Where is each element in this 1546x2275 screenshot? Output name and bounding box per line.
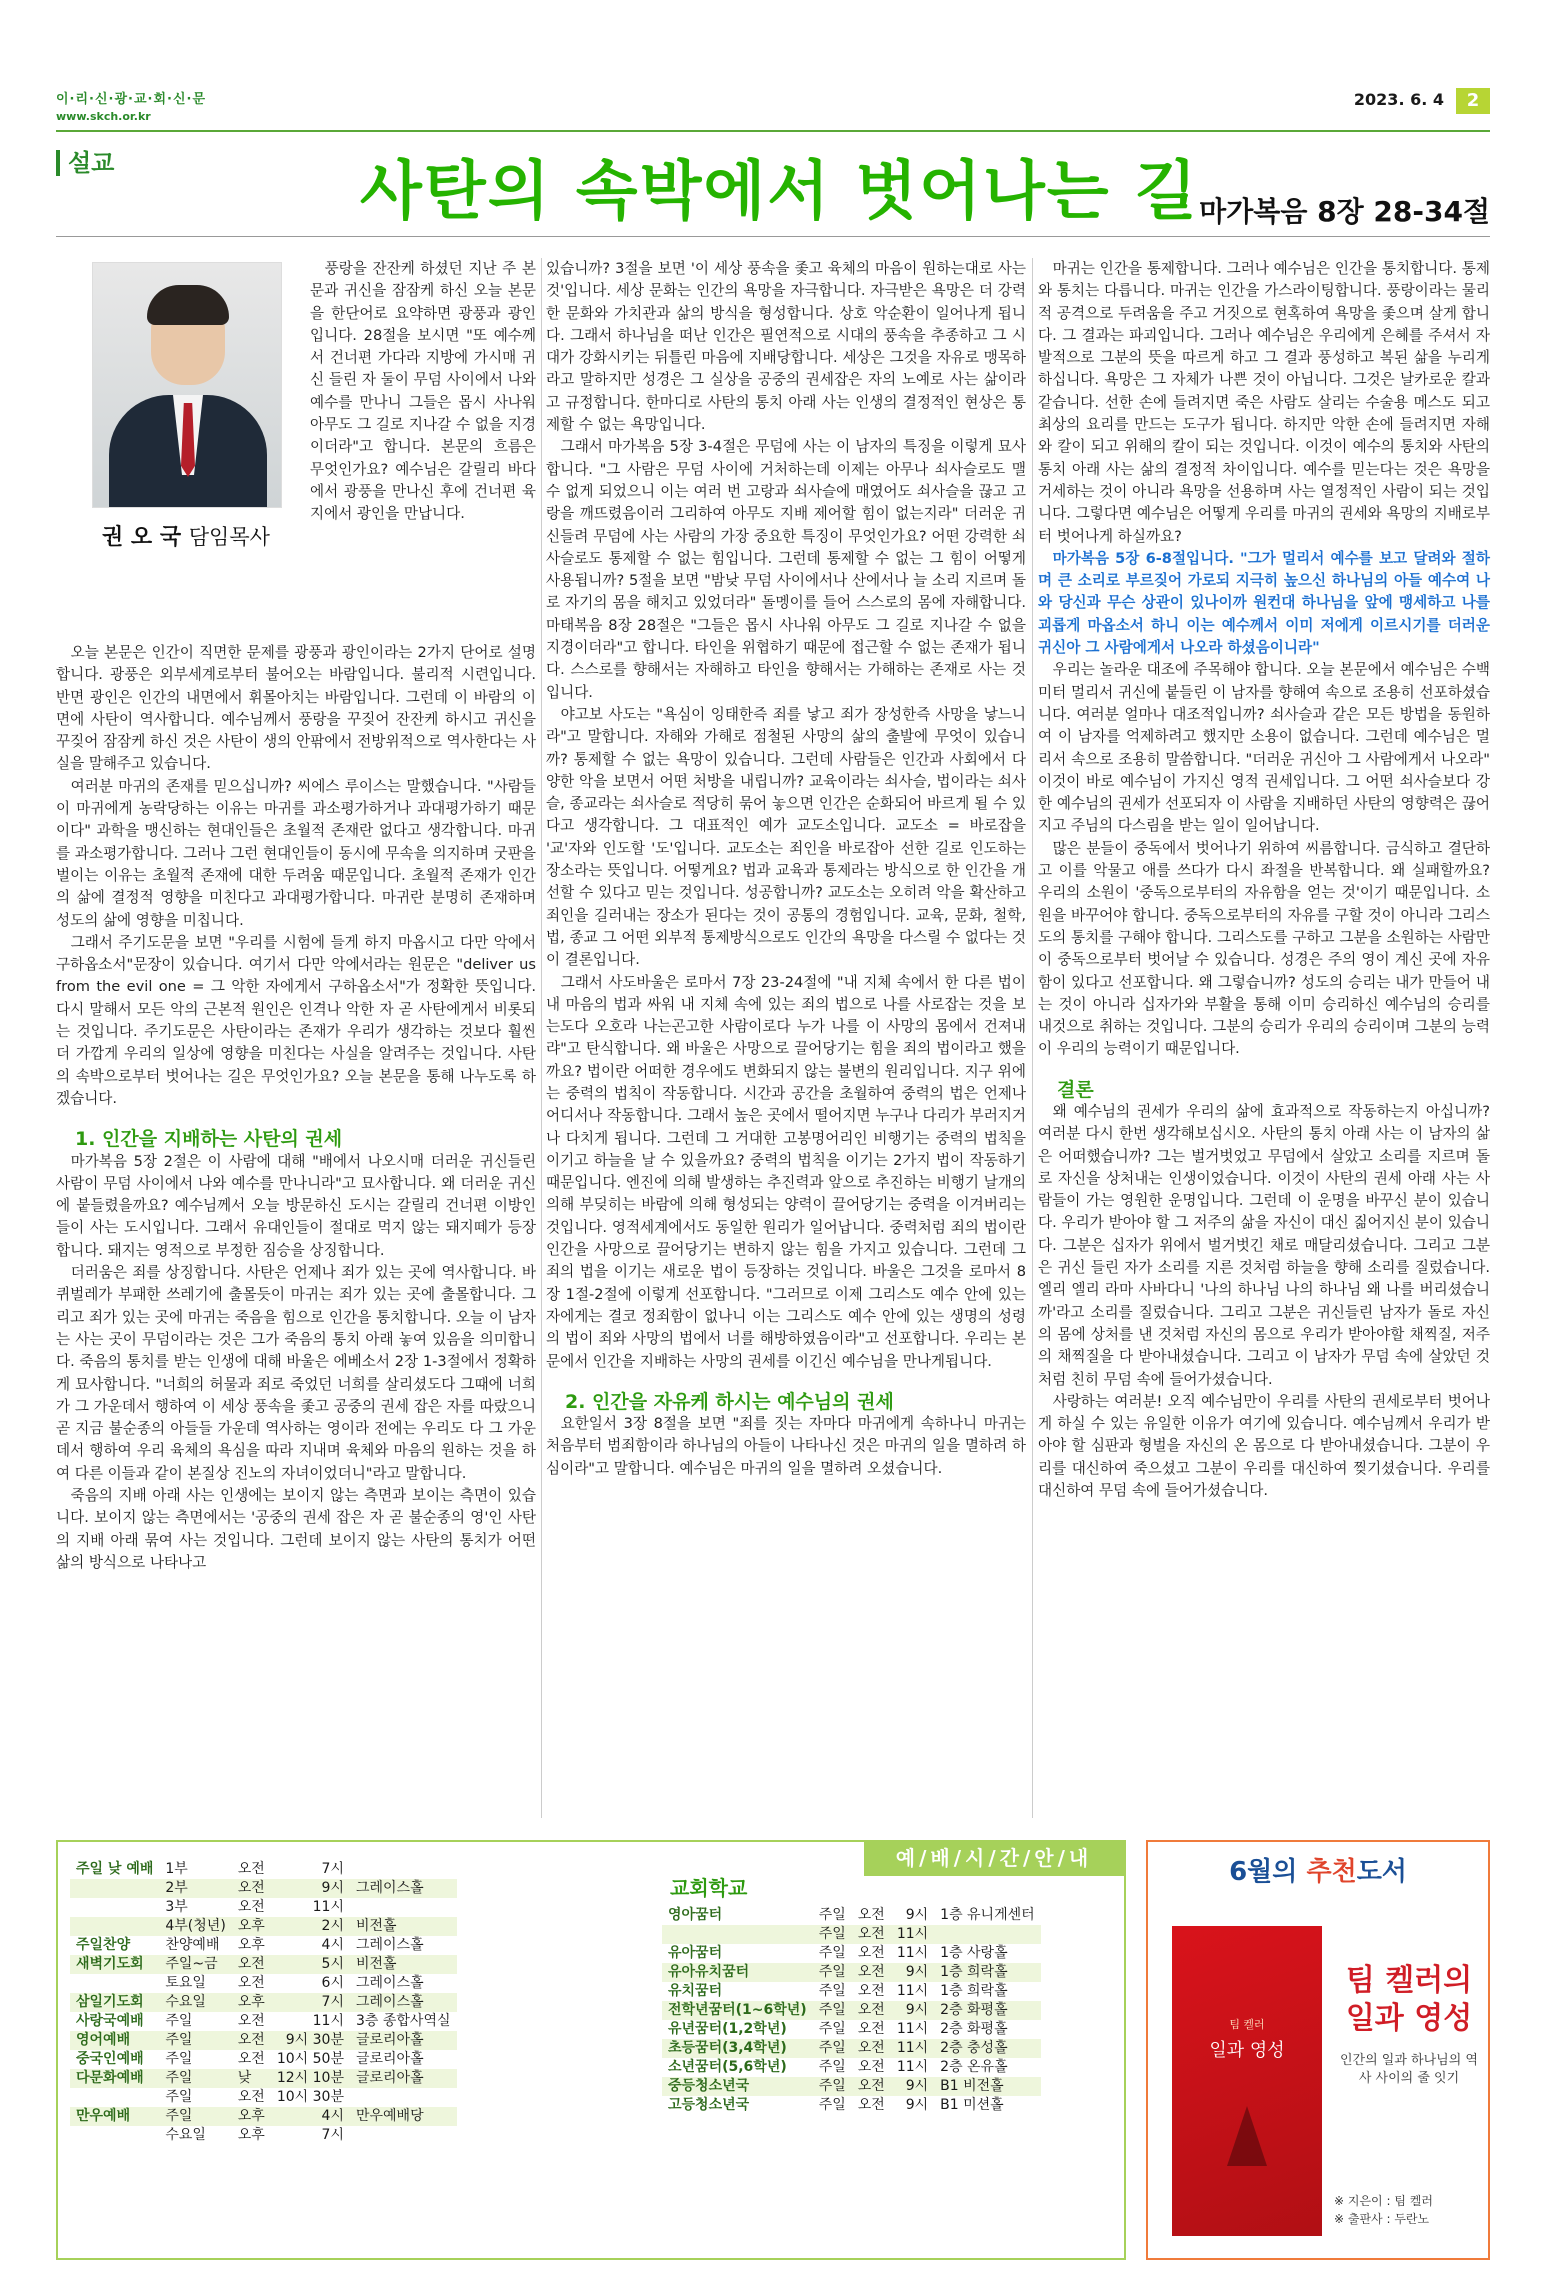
- period: 오전: [852, 2039, 891, 2058]
- location: 글로리아홀: [350, 2069, 457, 2088]
- book-box-title: [1148, 1842, 1488, 1902]
- paragraph: 우리는 놀라운 대조에 주목해야 합니다. 오늘 본문에서 예수님은 수백미터 멀리서 귀신에 붙들린 이 남자를 향해여 속으로 조용히 선포하셨습니다. 여러분 얼마나 대조적입니까? 쇠사슬과 같은 모든 방법을 동원하여 이 남자를 억제하려고 했지만 소용이 없습니다. 그런데 예수님은 멀리서 속으로 조용히 말씀합니다. "더러운 귀신아 그 사람에게서 나오라" 이것이 바로 예수님이 가지신 영적 권세입니다. 그 어떤 쇠사슬보다 강한 예수님의 권세가 선포되자 이 사람을 지배하던 사탄의 영향력은 끊어지고 주님의 다스림을 받는 일이 일어납니다.: [1038, 661, 1490, 835]
- location: 1층 사랑홀: [940, 1945, 1008, 1961]
- subheading-1: 1. 인간을 지배하는 사탄의 권세: [75, 1128, 343, 1151]
- period: 오전: [237, 1899, 265, 1915]
- period: 오전: [237, 1861, 265, 1877]
- day: 1부: [165, 1861, 188, 1877]
- period: 오후: [232, 2107, 271, 2126]
- day: 주일: [818, 2059, 846, 2075]
- location: 2층 충성홀: [934, 2039, 1041, 2058]
- top-rule: [56, 130, 1490, 132]
- day: 주일: [813, 1963, 852, 1982]
- schedule-row: [70, 1955, 457, 1974]
- schedule-row: [70, 1879, 457, 1898]
- period: 오전: [852, 1925, 891, 1944]
- time: 11시: [312, 1899, 344, 1915]
- location: 2층 온유홀: [940, 2059, 1008, 2075]
- period: 오전: [857, 2097, 885, 2113]
- schedule-row: [70, 1974, 457, 1993]
- schedule-row: [662, 1944, 1041, 1963]
- day: 찬양예배: [165, 1937, 220, 1953]
- day: 주일: [159, 2031, 231, 2050]
- period: 오후: [237, 1937, 265, 1953]
- time: 9시: [891, 2001, 934, 2020]
- schedule-row: [662, 2058, 1041, 2077]
- time: 11시: [896, 1983, 929, 1999]
- paragraph: 사랑하는 여러분! 오직 예수님만이 우리를 사탄의 권세로부터 벗어나게 하실 수 있는 유일한 이유가 여기에 있습니다. 예수님께서 우리가 받아야 할 심판과 형벌을 자신의 온 몸으로 다 받아내셨습니다. 그분이 우리를 대신하여 죽으셨고 그분이 우리를 대신하여 찢기셨습니다. 우리를 대신하여 무덤 속에 들어가셨습니다.: [1038, 1392, 1490, 1500]
- location: B1 비전홀: [934, 2077, 1041, 2096]
- period: 오전: [852, 2077, 891, 2096]
- day: 주일: [165, 2013, 193, 2029]
- paragraph: 있습니까? 3절을 보면 '이 세상 풍속을 좇고 육체의 마음이 원하는대로 사는 것'입니다. 세상 문화는 인간의 욕망을 자극합니다. 자극받은 욕망은 더 강력한 문화와 가치관과 삶의 방식을 형성합니다. 상호 악순환이 일어나게 됩니다. 그래서 하나님을 떠난 인간은 필연적으로 시대의 풍속을 추종하고 그 시대가 강화시키는 뒤틀린 마음에 지배당합니다. 세상은 그것을 자유로 맹목하라고 말하지만 성경은 그 실상을 공중의 권세잡은 자의 노예로 사는 삶이라고 규정합니다. 한마디로 사탄의 통치 아래 사는 인생의 결정적인 현상은 통제할 수 없는 욕망입니다.: [546, 260, 1026, 434]
- schedule-row: [70, 2069, 457, 2088]
- paper-name: 이·리·신·광·교·회·신·문: [56, 92, 207, 107]
- schedule-row: [70, 2031, 457, 2050]
- location: 1층 희락홀: [940, 1983, 1008, 1999]
- paragraph: 그래서 주기도문을 보면 "우리를 시험에 들게 하지 마옵시고 다만 악에서 구하옵소서"문장이 있습니다. 여기서 다만 악에서라는 원문은 "deliver us from the evil one = 그 악한 자에게서 구하옵소서"가 정확한 뜻입니다. 다시 말해서 모든 악의 근본적 원인은 인격나 악한 자 곧 사탄에게서 비롯되는 것입니다. 주기도문은 사탄이라는 존재가 우리가 생각하는 것보다 훨씬 더 가깝게 우리의 일상에 영향을 미친다는 사실을 알려주는 것입니다. 사탄의 속박으로부터 벗어나는 길은 무엇인가요? 오늘 본문을 통해 나누도록 하겠습니다.: [56, 933, 536, 1107]
- schedule-row: [662, 2039, 1041, 2058]
- schedule-row: [662, 2001, 1041, 2020]
- schedule-row: [70, 1936, 457, 1955]
- day: 주일~금: [159, 1955, 231, 1974]
- scripture-reference: 마가복음 8장 28-34절: [1199, 195, 1490, 228]
- service-name: 유치꿈터: [668, 1983, 723, 1999]
- cover-title: 일과 영성: [1209, 2040, 1285, 2061]
- service-name: 주일 낮 예배: [76, 1861, 154, 1877]
- location: [934, 1925, 1041, 1944]
- day: 주일: [813, 2039, 852, 2058]
- book-suffix: 도서: [1356, 1857, 1407, 1887]
- day: 주일: [813, 2077, 852, 2096]
- period: 낮: [232, 2069, 271, 2088]
- subheading-conclusion: 결론: [1057, 1078, 1094, 1101]
- location: 그레이스홀: [350, 1993, 457, 2012]
- column-divider: [1032, 258, 1033, 1818]
- day: 주일: [818, 1907, 846, 1923]
- service-name: 전학년꿈터(1~6학년): [662, 2001, 813, 2020]
- time: 4시: [321, 1937, 344, 1953]
- day: 토요일: [165, 1975, 206, 1991]
- schedule-row: [70, 1898, 457, 1917]
- paragraph: 더러움은 죄를 상징합니다. 사탄은 언제나 죄가 있는 곳에 역사합니다. 바퀴벌레가 부패한 쓰레기에 출몰듯이 마귀는 죄가 있는 곳에 출몰합니다. 그리고 죄가 있는 곳에 마귀는 죽음을 힘으로 인간을 통치합니다. 오늘 이 남자는 사는 곳이 무덤이라는 것은 그가 죽음의 통치 아래 놓여 있음을 의미합니다. 죽음의 통치를 받는 인생에 대해 바울은 에베소서 2장 1-3절에서 정확하게 묘사합니다. "너희의 허물과 죄로 죽었던 너희를 살리셨도다 그때에 너희가 그 가운데서 행하여 이 세상 풍속을 좇고 공중의 권세 잡은 자를 따랐으니 곧 지금 불순종의 아들들 가운데 역사하는 영이라 전에는 우리도 다 그 가운데서 행하여 우리 육체의 욕심을 따라 지내며 육체와 마음의 원하는 것을 하여 다른 이들과 같이 본질상 진노의 자녀이었더니"라고 말합니다.: [56, 1264, 536, 1482]
- service-name: [70, 2126, 159, 2145]
- service-name: 영어예배: [70, 2031, 159, 2050]
- book-cover: [1172, 1926, 1322, 2236]
- article-column-1-top: [310, 258, 536, 526]
- day: 주일: [813, 1925, 852, 1944]
- location: 비전홀: [350, 1955, 457, 1974]
- location: [350, 2088, 457, 2107]
- period: 오전: [857, 1983, 885, 1999]
- location: 2층 화평홀: [940, 2021, 1008, 2037]
- service-name: [70, 2088, 159, 2107]
- time: 10시 50분: [276, 2051, 344, 2067]
- day: 주일: [818, 1983, 846, 1999]
- church-school-title: 교회학교: [670, 1876, 748, 1900]
- time: 11시: [891, 1925, 934, 1944]
- time: 9시: [271, 1879, 350, 1898]
- location: [350, 1898, 457, 1917]
- book-subtitle: 인간의 일과 하나님의 역사 사이의 줄 잇기: [1340, 2053, 1478, 2086]
- service-name: 새벽기도회: [70, 1955, 159, 1974]
- service-name: 사랑국예배: [76, 2013, 144, 2029]
- cover-author: 팀 켈러: [1229, 2018, 1265, 2031]
- schedule-row: [70, 2126, 457, 2145]
- column-divider: [541, 258, 542, 1818]
- service-name: 주일찬양: [76, 1937, 131, 1953]
- article-column-1: [56, 642, 536, 1574]
- time: 7시: [321, 1861, 344, 1877]
- recommended-book: [1146, 1840, 1490, 2260]
- book-author: ※ 지은이 : 팀 켈러: [1334, 2194, 1433, 2208]
- location: [350, 1860, 457, 1879]
- location: 그레이스홀: [355, 1937, 424, 1953]
- service-name: 삼일기도회: [70, 1993, 159, 2012]
- day: 주일: [818, 1945, 846, 1961]
- paragraph: 많은 분들이 중독에서 벗어나기 위하여 씨름합니다. 금식하고 결단하고 이를 악물고 애를 쓰다가 다시 좌절을 반복합니다. 왜 실패할까요? 우리의 소원이 '중독으로부터의 자유함을 얻는 것'이기 때문입니다. 소원을 바꾸어야 합니다. 중독으로부터의 자유를 구할 것이 아니라 그리스도의 통치를 구해야 합니다. 그리스도를 구하고 그분을 소원하는 사람만이 중독으로부터 벗어날 수 있습니다. 성경은 주의 영이 계신 곳에 자유함이 있다고 선포합니다. 왜 그렇습니까? 성도의 승리는 내가 만들어 내는 것이 아니라 십자가와 부활을 통해 이미 승리하신 예수님의 승리를 내것으로 취하는 것입니다. 그분의 승리가 우리의 승리이며 그분의 능력이 우리의 능력이기 때문입니다.: [1038, 839, 1490, 1058]
- worship-table: [70, 1860, 457, 2145]
- schedule-row: [70, 2088, 457, 2107]
- worship-schedule: [56, 1840, 1126, 2260]
- day: 주일: [818, 2097, 846, 2113]
- schedule-row: [662, 2096, 1041, 2115]
- schedule-row: [70, 1993, 457, 2012]
- time: 5시: [271, 1955, 350, 1974]
- service-name: 고등청소년국: [668, 2097, 750, 2113]
- time: 12시 10분: [271, 2069, 350, 2088]
- schedule-row: [70, 2012, 457, 2031]
- period: 오후: [232, 1917, 271, 1936]
- day: 주일: [165, 2051, 193, 2067]
- day: 주일: [159, 2069, 231, 2088]
- period: 오후: [232, 1993, 271, 2012]
- headline-rule: [56, 236, 1490, 237]
- time: 7시: [271, 1993, 350, 2012]
- period: 오전: [237, 1975, 265, 1991]
- headline: 사탄의 속박에서 벗어나는 길: [360, 154, 1199, 229]
- day: 수요일: [165, 2127, 206, 2143]
- schedule-row: [70, 2050, 457, 2069]
- day: 2부: [159, 1879, 231, 1898]
- location: 1층 유니게센터: [940, 1907, 1035, 1923]
- time: 11시: [896, 2059, 929, 2075]
- period: 오전: [852, 1963, 891, 1982]
- book-title: 팀 켈러의 일과 영성: [1345, 1963, 1473, 2036]
- service-name: 영아꿈터: [668, 1907, 723, 1923]
- schedule-row: [662, 2020, 1041, 2039]
- period: 오전: [237, 2051, 265, 2067]
- paragraph: 야고보 사도는 "욕심이 잉태한즉 죄를 낳고 죄가 장성한즉 사망을 낳느니라"고 말합니다. 자해와 가해로 점철된 사망의 삶의 출발에 무엇이 있습니까? 통제할 수 없는 욕망이 있습니다. 그런데 사람들은 인간과 사회에서 다양한 악을 보면서 어떤 처방을 내립니까? 교육이라는 쇠사슬, 법이라는 쇠사슬, 종교라는 쇠사슬로 적당히 묶어 놓으면 인간은 순화되어 바르게 될 수 있다고 생각합니다. 그 대표적인 예가 교도소입니다. 교도소 = 바로잡을 '교'자와 인도할 '도'입니다. 교도소는 죄인을 바로잡아 선한 길로 인도하는 장소라는 뜻입니다. 어떻게요? 법과 교육과 통제라는 방식으로 한 인간을 개선할 수 있다고 믿는 것입니다. 성공합니까? 교도소는 오히려 악을 확산하고 죄인을 길러내는 장소가 된다는 것이 공통의 경험입니다. 교육, 문화, 철학, 법, 종교 그 어떤 외부적 통제방식으로도 인간의 욕망을 다스릴 수 없다는 것이 결론입니다.: [546, 705, 1026, 969]
- day: 주일: [818, 2021, 846, 2037]
- day: 주일: [813, 2001, 852, 2020]
- paragraph: 그래서 사도바울은 로마서 7장 23-24절에 "내 지체 속에서 한 다른 법이 내 마음의 법과 싸워 내 지체 속에 있는 죄의 법으로 나를 사로잡는 것을 보는도다 오호라 나는곤고한 사람이로다 누가 나를 이 사망의 몸에서 건져내랴"고 탄식합니다. 왜 바울은 사망으로 끌어당기는 힘을 죄의 법이라고 했을까요? 법이란 어떠한 경우에도 변화되지 않는 불변의 원리입니다. 지구 위에는 중력의 법칙이 작동합니다. 시간과 공간을 초월하여 중력의 법은 언제나 어디서나 작동합니다. 그래서 높은 곳에서 떨어지면 누구나 다리가 부러지거나 다치게 됩니다. 그런데 그 거대한 고봉명어리인 비행기는 중력의 법칙을 이기고 하늘을 날 수 있을까요? 중력의 법칙을 이기는 2가지 법이 작동하기 때문입니다. 엔진에 의해 발생하는 추진력과 앞으로 추진하는 비행기 날개의 의해 부딪히는 바람에 의해 형성되는 양력이 끌어당기는 중력을 이겨버리는 것입니다. 영적세계에서도 동일한 원리가 일어납니다. 중력처럼 죄의 법이란 인간을 사망으로 끌어당기는 변하지 않는 힘을 가지고 있습니다. 그런데 그 죄의 법을 이기는 새로운 법이 등장하는 것입니다. 바울은 그것을 로마서 8장 1절-2절에 이렇게 선포합니다. "그러므로 이제 그리스도 예수 안에 있는 자에게는 결코 정죄함이 없나니 이는 그리스도 예수 안에 있는 생명의 성령의 법이 죄와 사망의 법에서 너를 해방하였음이라"고 선포합니다. 우리는 본문에서 인간을 지배하는 사망의 권세를 이긴신 예수님을 만나게됩니다.: [546, 973, 1026, 1370]
- location: 3층 종합사역실: [355, 2013, 451, 2029]
- paragraph: 오늘 본문은 인간이 직면한 문제를 광풍과 광인이라는 2가지 단어로 설명합니다. 광풍은 외부세계로부터 불어오는 바람입니다. 불리적 시련입니다. 반면 광인은 인간의 내면에서 휘몰아치는 바람입니다. 그런데 이 바람의 이면에 사탄이 역사합니다. 예수님께서 풍랑을 꾸짖어 잔잔케 하시고 귀신을 꾸짖어 잠잠케 하신 것은 사탄이 생의 안팎에서 전방위적으로 역사한다는 사실을 말해주고 있습니다.: [56, 644, 536, 773]
- schedule-banner: 예/배/시/간/안/내: [864, 1840, 1124, 1876]
- day: 수요일: [159, 1993, 231, 2012]
- time: 2시: [271, 1917, 350, 1936]
- time: 11시: [891, 2039, 934, 2058]
- day: 주일: [165, 2089, 193, 2105]
- service-name: [70, 1898, 159, 1917]
- location: B1 미션홀: [940, 2097, 1004, 2113]
- time: 11시: [312, 2013, 344, 2029]
- article-column-2: [546, 258, 1026, 1480]
- pastor-role: 담임목사: [188, 525, 270, 549]
- time: 9시: [891, 1963, 934, 1982]
- time: 11시: [896, 2021, 929, 2037]
- paragraph: 마가복음 5장 2절은 이 사람에 대해 "배에서 나오시매 더러운 귀신들린 사람이 무덤 사이에서 나와 예수를 만나니라"고 묘사합니다. 왜 더러운 귀신에 붙들렸을까요? 예수님께서 오늘 방문하신 도시는 갈릴리 건너편 이방인들이 사는 도시입니다. 그래서 유대인들이 절대로 먹지 않는 돼지떼가 등장합니다. 돼지는 영적으로 부정한 짐승을 상징합니다.: [56, 1152, 536, 1259]
- location: 그레이스홀: [355, 1975, 424, 1991]
- pastor-caption: [102, 520, 270, 551]
- page-number: 2: [1456, 88, 1490, 114]
- service-name: 유아꿈터: [668, 1945, 723, 1961]
- service-name: 초등꿈터(3,4학년): [662, 2039, 813, 2058]
- time: 6시: [321, 1975, 344, 1991]
- time: 7시: [321, 2127, 344, 2143]
- issue-date: 2023. 6. 4: [1353, 90, 1444, 109]
- service-name: 중국인예배: [76, 2051, 144, 2067]
- schedule-row: [70, 1917, 457, 1936]
- book-meta: [1334, 2192, 1484, 2228]
- section-label: 설교: [56, 150, 114, 176]
- time: 9시: [905, 2097, 929, 2113]
- article-column-3: [1038, 258, 1490, 1502]
- book-publisher: ※ 출판사 : 두란노: [1334, 2212, 1430, 2226]
- location: 1층 희락홀: [934, 1963, 1041, 1982]
- paragraph: 여러분 마귀의 존재를 믿으십니까? 씨에스 루이스는 말했습니다. "사람들이 마귀에게 농락당하는 이유는 마귀를 과소평가하거나 과대평가하기 때문이다" 과학을 맹신하는 현대인들은 초월적 존재란 없다고 생각합니다. 마귀를 과소평가합니다. 그러나 그런 현대인들이 동시에 무속을 의지하며 굿판을 벌이는 이유는 초월적 존재에 대한 두려움 때문입니다. 초월적 존재가 인간의 삶에 결정적 영향을 미친다고 과대평가합니다. 마귀란 분명히 존재하며 성도의 삶에 영향을 미칩니다.: [56, 777, 536, 929]
- schedule-row: [662, 1963, 1041, 1982]
- period: 오전: [237, 2089, 265, 2105]
- scripture-quote: 마가복음 5장 6-8절입니다. "그가 멀리서 예수를 보고 달려와 절하며 큰 소리로 부르짖어 가로되 지극히 높으신 하나님의 아들 예수여 나와 당신과 무슨 상관이 있나이까 원컨대 하나님을 앞에 맹세하고 나를 괴롭게 마옵소서 하니 이는 예수께서 이미 저에게 이르시기를 더러운 귀신아 그 사람에게서 나오라 하셨음이니라": [1038, 549, 1490, 657]
- schedule-row: [662, 1906, 1041, 1925]
- period: 오전: [232, 1955, 271, 1974]
- location: 글로리아홀: [350, 2031, 457, 2050]
- schedule-row: [70, 1860, 457, 1879]
- service-name: 유년꿈터(1,2학년): [668, 2021, 787, 2037]
- paragraph: 풍랑을 잔잔케 하셨던 지난 주 본문과 귀신을 잠잠케 하신 오늘 본문을 한단어로 요약하면 광풍과 광인입니다. 28절을 보시면 "또 예수께서 건너편 가다라 지방에 가시매 귀신 들린 자 둘이 무덤 사이에서 나와 예수를 만나니 그들은 몹시 사나워 아무도 그 길로 지나갈 수 없을 지경이더라"고 합니다. 본문의 흐름은 무엇인가요? 예수님은 갈릴리 바다에서 광풍을 만나신 후에 건너편 육지에서 광인을 만납니다.: [310, 260, 536, 523]
- service-name: 다문화예배: [70, 2069, 159, 2088]
- location: 2층 화평홀: [934, 2001, 1041, 2020]
- time: 9시 30분: [271, 2031, 350, 2050]
- service-name: 유아유치꿈터: [662, 1963, 813, 1982]
- church-school-table: [662, 1906, 1041, 2115]
- paragraph: 그래서 마가복음 5장 3-4절은 무덤에 사는 이 남자의 특징을 이렇게 묘사합니다. "그 사람은 무덤 사이에 거처하는데 이제는 아무나 쇠사슬로도 맬 수 없게 되었으니 이는 여러 번 고랑과 쇠사슬에 매였어도 쇠사슬을 끊고 고랑을 깨뜨렸음이러 그리하여 아무도 지배 제어할 힘이 없는지라" 더러운 귀신들려 무덤에 사는 사람의 가장 중요한 특징이 무엇인가요? 어떤 강력한 쇠사슬로도 통제할 수 없는 힘입니다. 그런데 통제할 수 없는 그 힘이 어떻게 사용됩니까? 5절을 보면 "밤낮 무덤 사이에서나 산에서나 늘 소리 지르며 돌로 자기의 몸을 해치고 있었더라" 돌멩이를 들어 스스로의 몸에 자해합니다. 마태복음 8장 28절은 "그들은 몹시 사나워 아무도 그 길로 지나갈 수 없을 지경이더라"고 합니다. 타인을 위협하기 때문에 접근할 수 없는 존재가 됩니다. 스스로를 향해서는 자해하고 타인을 향해서는 가해하는 존재로 사는 것입니다.: [546, 438, 1026, 701]
- masthead: [56, 88, 1490, 132]
- paragraph: 요한일서 3장 8절을 보면 "죄를 짓는 자마다 마귀에게 속하나니 마귀는 처음부터 범죄함이라 하나님의 아들이 나타나신 것은 마귀의 일을 멸하려 하심이라"고 말합니다. 예수님은 마귀의 일을 멸하려 오셨습니다.: [546, 1415, 1026, 1477]
- period: 오전: [237, 2013, 265, 2029]
- schedule-row: [662, 1925, 1041, 1944]
- schedule-row: [70, 2107, 457, 2126]
- service-name: [70, 1917, 159, 1936]
- subheading-2: 2. 인간을 자유케 하시는 예수님의 권세: [565, 1390, 894, 1413]
- time: 9시: [905, 1907, 929, 1923]
- time: 9시: [891, 2077, 934, 2096]
- period: 오전: [852, 2001, 891, 2020]
- service-name: [662, 1925, 813, 1944]
- service-name: [70, 1974, 159, 1993]
- pastor-photo: [92, 262, 282, 508]
- location: 글로리아홀: [355, 2051, 424, 2067]
- service-name: 만우예배: [70, 2107, 159, 2126]
- paragraph: 왜 예수님의 권세가 우리의 삶에 효과적으로 작동하는지 아십니까? 여러분 다시 한번 생각해보십시오. 사탄의 통치 아래 사는 이 남자의 삶은 어떠했습니까? 그는 벌거벗었고 무덤에서 살았고 소리를 지르며 돌로 자신을 상처내는 인생이었습니다. 이것이 사탄의 권세 아래 사는 사람들이 가는 영원한 운명입니다. 그런데 이 운명을 바꾸신 분이 있습니다. 우리가 받아야 할 그 저주의 삶을 자신이 대신 짊어지신 분이 있습니다. 그분은 십자가 위에서 벌거벗긴 채로 매달리셨습니다. 그리고 그분은 귀신 들린 자가 소리를 지른 것처럼 하늘을 향해 소리를 질렀습니다. 엘리 엘리 라마 사바다니 '나의 하나님 나의 하나님 왜 나를 버리셨습니까'라고 소리를 질렀습니다. 그리고 그분은 귀신들린 남자가 돌로 자신의 몸에 상처를 낸 것처럼 자신의 몸으로 우리가 받아야할 채찍질, 저주의 채찍질을 다 받아내셨습니다. 그리고 이 남자가 무덤 속에 살았던 것처럼 친히 무덤 속에 들어가셨습니다.: [1038, 1102, 1490, 1388]
- day: 4부(청년): [159, 1917, 231, 1936]
- location: [350, 2126, 457, 2145]
- paragraph: 마귀는 인간을 통제합니다. 그러나 예수님은 인간을 통치합니다. 통제와 통치는 다릅니다. 마귀는 인간을 가스라이팅합니다. 풍랑이라는 물리적 공격으로 두려움을 주고 거짓으로 현혹하여 욕망을 좇으며 살게 합니다. 그 결과는 파괴입니다. 그러나 예수님은 우리에게 은혜를 주셔서 자발적으로 그분의 뜻을 따르게 하고 그 결과 풍성하고 복된 삶을 누리게 하십니다. 욕망은 그 자체가 나쁜 것이 아닙니다. 그것은 날카로운 칼과 같습니다. 선한 손에 들려지면 죽은 사람도 살리는 수술용 메스도 되고 최상의 요리를 만드는 도구가 됩니다. 하지만 악한 손에 들려지면 자해와 칼이 되고 위해의 칼이 되는 것입니다. 이것이 예수의 통치와 사탄의 통치 아래 사는 삶의 결정적 차이입니다. 예수를 믿는다는 것은 욕망을 거세하는 것이 아니라 욕망을 선용하며 사는 열정적인 사람이 되는 것입니다. 그렇다면 예수님은 어떻게 우리를 마귀의 권세와 욕망의 지배로부터 벗어나게 하실까요?: [1038, 260, 1490, 545]
- book-month: 6월의: [1229, 1857, 1298, 1887]
- paper-url[interactable]: www.skch.or.kr: [56, 110, 151, 123]
- book-accent: 추천: [1306, 1857, 1357, 1887]
- service-name: 중등청소년국: [662, 2077, 813, 2096]
- service-name: [70, 1879, 159, 1898]
- day: 주일: [159, 2107, 231, 2126]
- paragraph: 죽음의 지배 아래 사는 인생에는 보이지 않는 측면과 보이는 측면이 있습니다. 보이지 않는 측면에서는 '공중의 권세 잡은 자 곧 불순종의 영'인 사탄의 지배 아래 묶여 사는 것입니다. 그런데 보이지 않는 사탄의 통치가 어떤 삶의 방식으로 나타나고: [56, 1486, 536, 1571]
- day: 3부: [165, 1899, 188, 1915]
- time: 11시: [896, 1945, 929, 1961]
- schedule-row: [662, 1982, 1041, 2001]
- period: 오전: [857, 2059, 885, 2075]
- period: 오전: [857, 1945, 885, 1961]
- period: 오전: [857, 2021, 885, 2037]
- service-name: 소년꿈터(5,6학년): [668, 2059, 787, 2075]
- period: 오전: [232, 1879, 271, 1898]
- period: 오전: [232, 2031, 271, 2050]
- location: 만우예배당: [350, 2107, 457, 2126]
- schedule-row: [662, 2077, 1041, 2096]
- location: 비전홀: [350, 1917, 457, 1936]
- period: 오후: [237, 2127, 265, 2143]
- location: 그레이스홀: [350, 1879, 457, 1898]
- period: 오전: [857, 1907, 885, 1923]
- time: 10시 30분: [276, 2089, 344, 2105]
- time: 4시: [271, 2107, 350, 2126]
- pastor-name: 권 오 국: [102, 525, 182, 550]
